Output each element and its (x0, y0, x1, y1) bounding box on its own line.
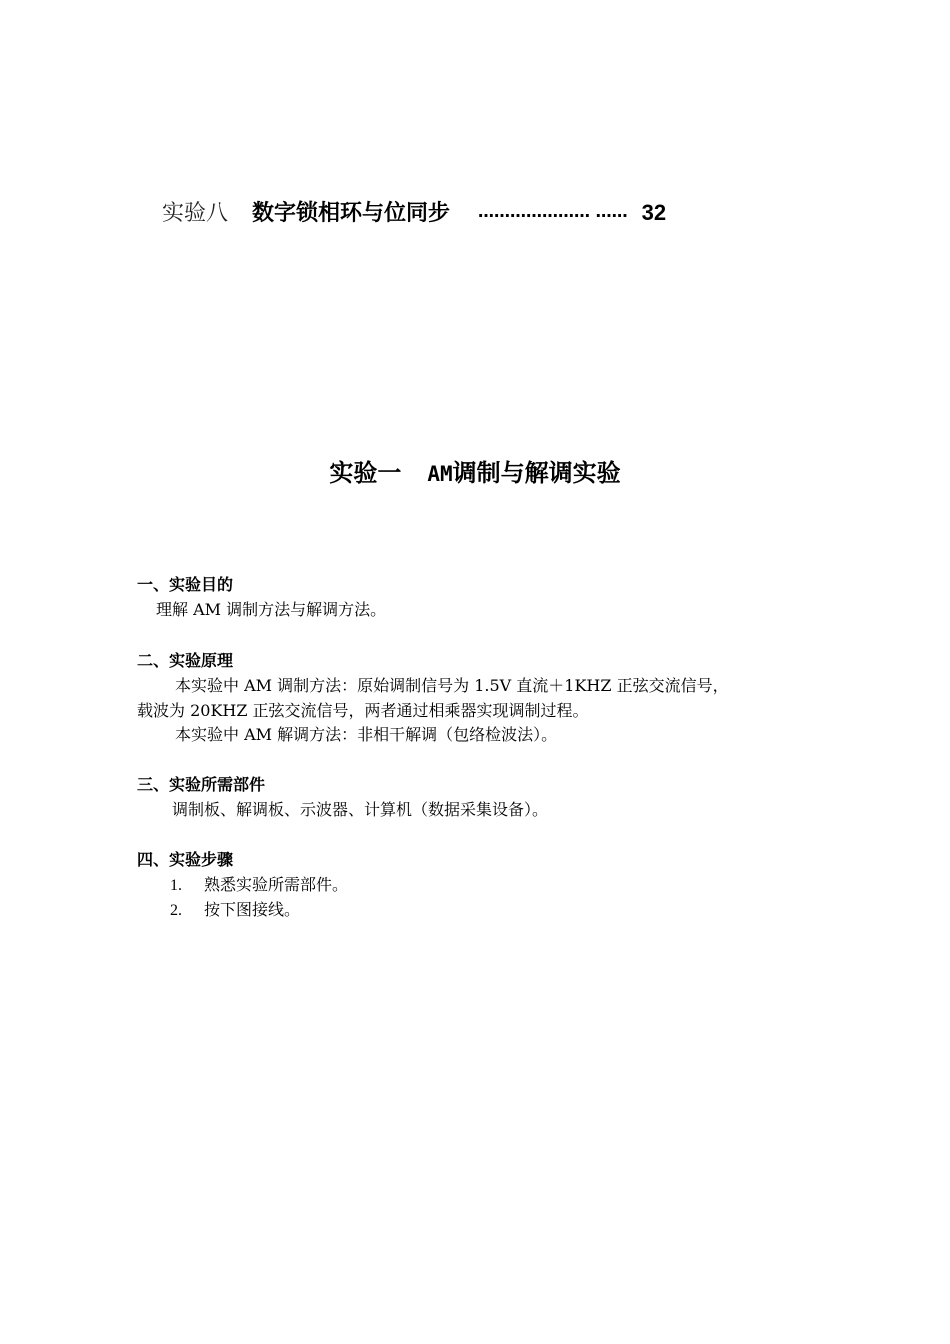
step-number: 2. (170, 902, 182, 919)
list-item (170, 873, 348, 898)
step-number: 1. (170, 877, 182, 894)
chapter-title-prefix: AM (427, 462, 453, 486)
purpose-text: 理解 AM 调制方法与解调方法。 (156, 600, 387, 619)
step-text: 熟悉实验所需部件。 (204, 875, 349, 894)
principle-text-line-3: 本实验中 AM 解调方法：非相干解调（包络检波法）。 (175, 725, 558, 744)
chapter-title (0, 456, 950, 491)
list-item (170, 898, 300, 923)
parts-text: 调制板、解调板、示波器、计算机（数据采集设备）。 (172, 800, 549, 819)
toc-leader-dots: ………………… …… (478, 202, 628, 221)
toc-entry-title: 数字锁相环与位同步 (252, 201, 451, 226)
toc-entry[interactable] (162, 196, 782, 228)
toc-entry-number: 实验八 (162, 201, 229, 226)
chapter-label: 实验一 (329, 459, 402, 487)
principle-text-line-2: 载波为 20KHZ 正弦交流信号，两者通过相乘器实现调制过程。 (137, 701, 589, 720)
step-text: 按下图接线。 (204, 900, 301, 919)
section-heading-parts: 三、实验所需部件 (137, 775, 266, 794)
section-heading-steps: 四、实验步骤 (137, 850, 234, 869)
section-heading-principle: 二、实验原理 (137, 651, 234, 670)
principle-text-line-1: 本实验中 AM 调制方法：原始调制信号为 1.5V 直流＋1KHZ 正弦交流信号， (175, 676, 729, 695)
section-heading-purpose: 一、实验目的 (137, 575, 234, 594)
chapter-title-text: 调制与解调实验 (452, 459, 621, 487)
toc-page-number: 32 (641, 200, 667, 225)
